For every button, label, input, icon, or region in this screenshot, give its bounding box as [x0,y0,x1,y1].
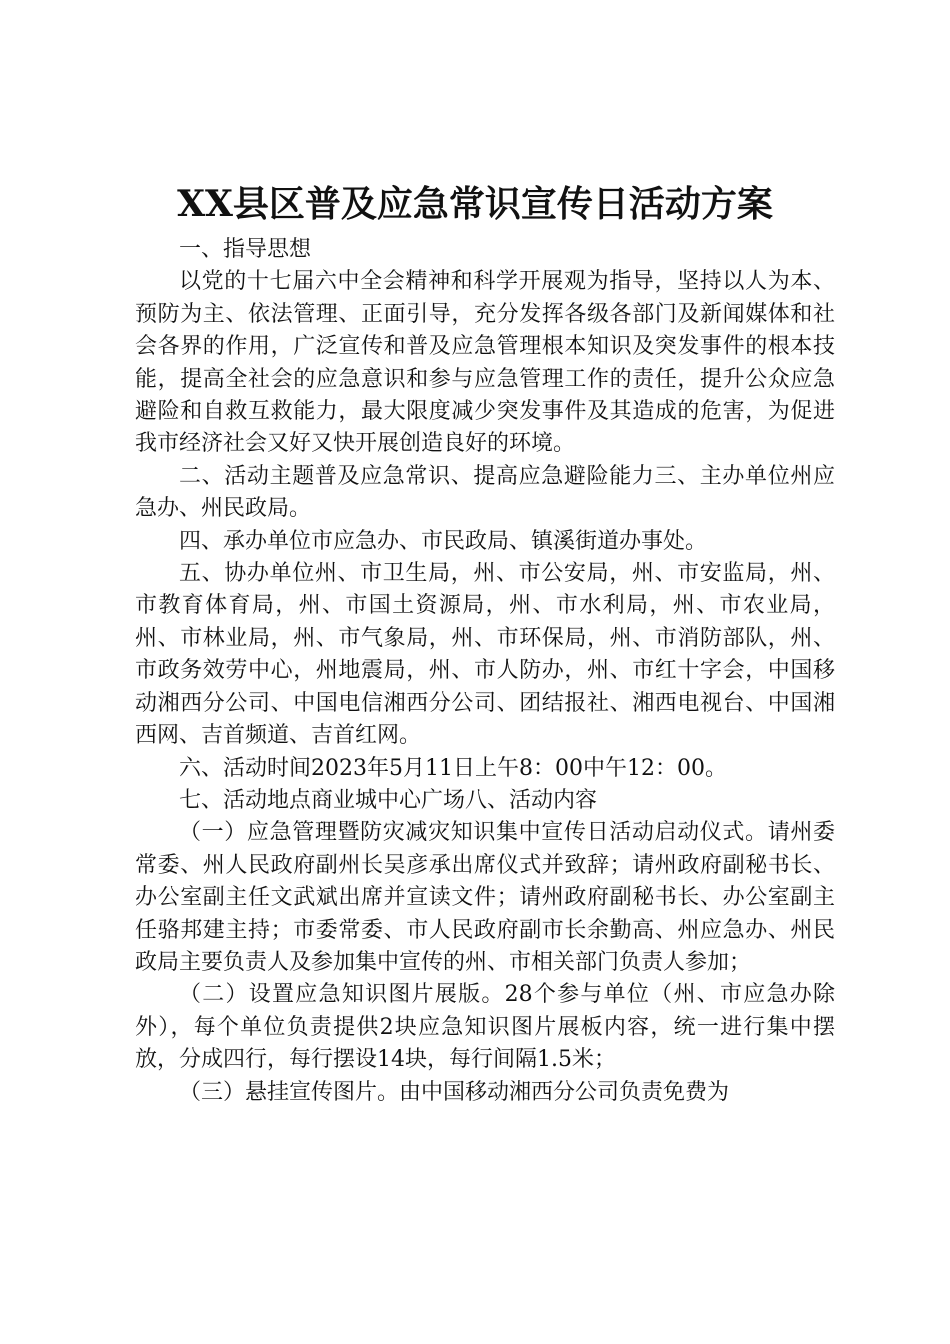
paragraph-organizer: 四、承办单位市应急办、市民政局、镇溪街道办事处。 [179,528,708,554]
paragraph-theme-and-host: 二、活动主题普及应急常识、提高应急避险能力三、主办单位州应急办、州民政局。 [135,463,835,522]
document-title: XX县区普及应急常识宣传日活动方案 [177,183,773,225]
paragraph-guiding-thought: 以党的十七届六中全会精神和科学开展观为指导，坚持以人为本、预防为主、依法管理、正面引导，充分发挥各级各部门及新闻媒体和社会各界的作用，广泛宣传和普及应急管理根本知识及突发事件的根本技能，提高全社会的应急意识和参与应急管理工作的责任，提升公众应急避险和自救互救能力，最大限度减少突发事件及其造成的危害，为促进我市经济社会又好又快开展创造良好的环境。 [135,269,835,457]
paragraph-activity-time: 六、活动时间2023年5月11日上午8：00中午12：00。 [179,755,727,781]
paragraph-launch-ceremony: （一）应急管理暨防灾减灾知识集中宣传日活动启动仪式。请州委常委、州人民政府副州长吴彦承出席仪式并致辞；请州政府副秘书长、办公室副主任文武斌出席并宣读文件；请州政府副秘书长、办公室副主任骆邦建主持；市委常委、市人民政府副市长余勤高、州应急办、州民政局主要负责人及参加集中宣传的州、市相关部门负责人参加； [135,820,835,975]
document-body [135,234,835,1109]
paragraph-co-organizers: 五、协办单位州、市卫生局，州、市公安局，州、市安监局，州、市教育体育局，州、市国土资源局，州、市水利局，州、市农业局，州、市林业局，州、市气象局，州、市环保局，州、市消防部队，州、市政务效劳中心，州地震局，州、市人防办，州、市红十字会，中国移动湘西分公司、中国电信湘西分公司、团结报社、湘西电视台、中国湘西网、吉首频道、吉首红网。 [135,561,835,749]
paragraph-hanging-pictures: （三）悬挂宣传图片。由中国移动湘西分公司负责免费为 [179,1079,730,1105]
section-heading-guiding-thought: 一、指导思想 [179,237,312,262]
paragraph-display-boards: （二）设置应急知识图片展版。28个参与单位（州、市应急办除外），每个单位负责提供2块应急知识图片展板内容，统一进行集中摆放，分成四行，每行摆设14块，每行间隔1.5米； [135,982,835,1073]
paragraph-activity-location: 七、活动地点商业城中心广场八、活动内容 [179,787,598,813]
